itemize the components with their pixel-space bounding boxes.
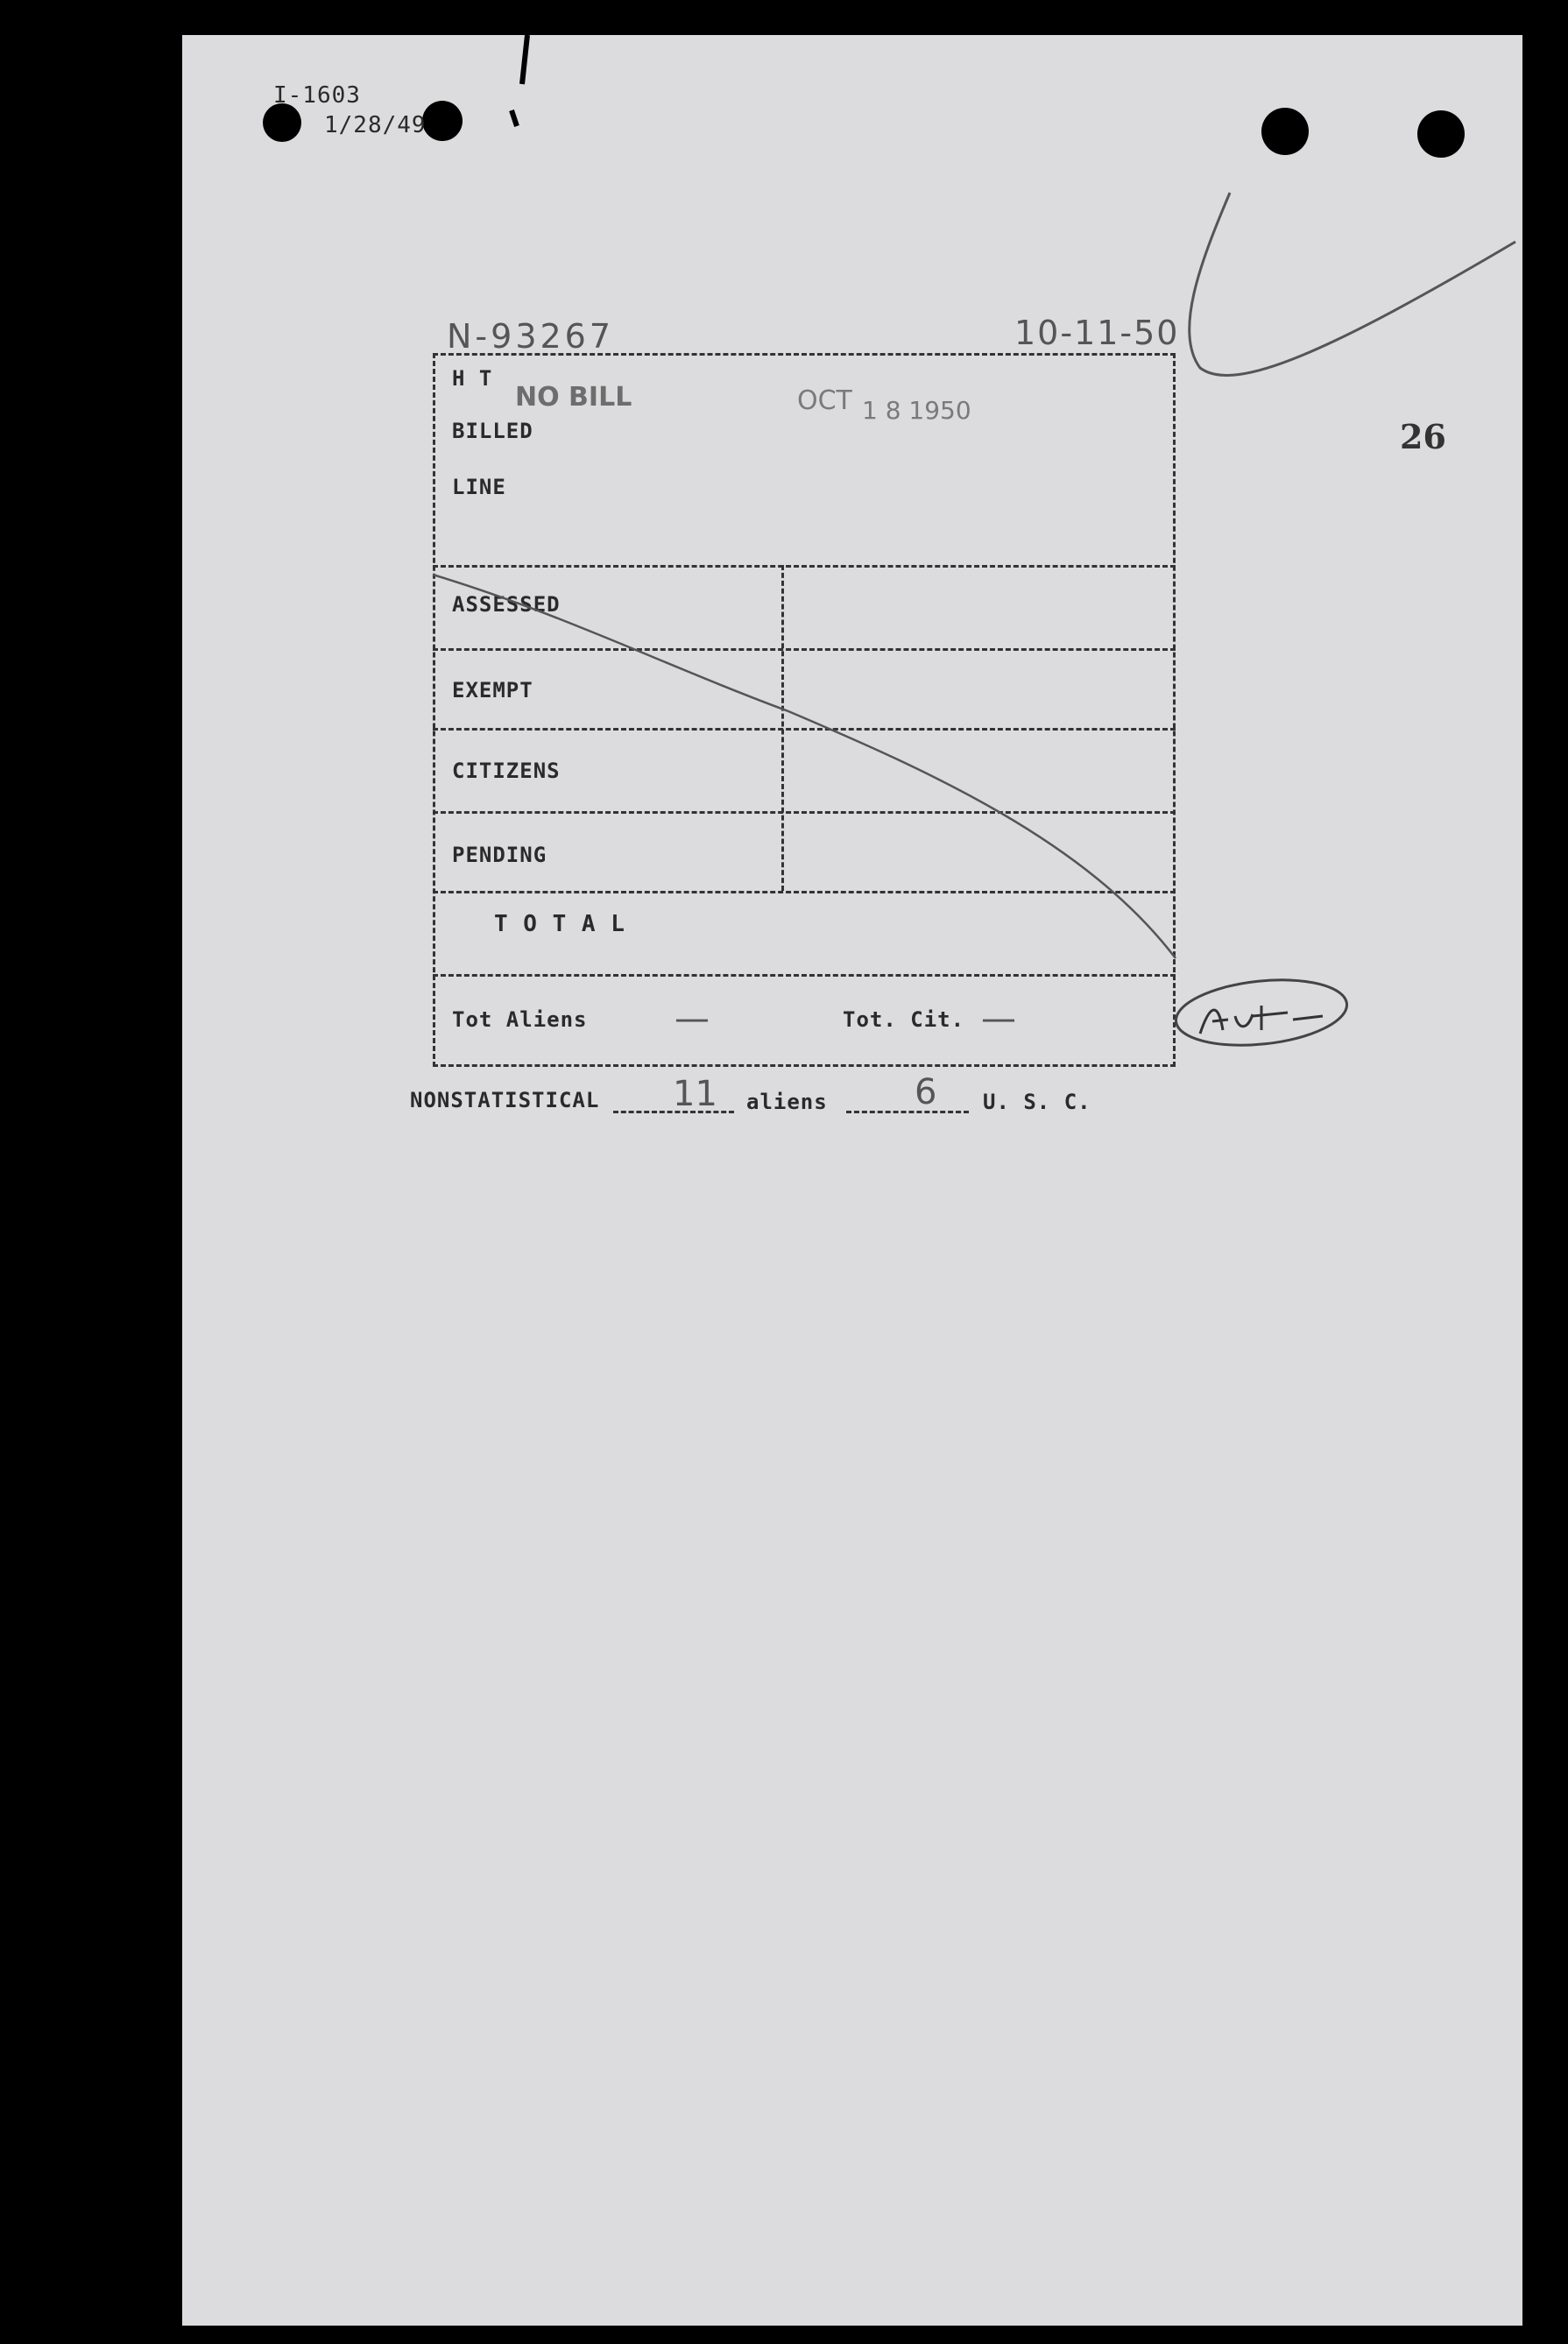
tot-cit-value: —: [981, 999, 1016, 1039]
page-number: 26: [1400, 417, 1446, 456]
date-stamp-month: OCT: [797, 385, 852, 416]
aliens-count: 11: [673, 1074, 717, 1114]
date-stamp-day-year: 1 8 1950: [862, 396, 971, 425]
total-label: T O T A L: [494, 911, 625, 937]
ht-label: H T: [452, 366, 493, 391]
file-number: N-93267: [447, 317, 615, 356]
initials-signature: [1200, 1006, 1323, 1034]
check-mark: [1190, 193, 1515, 375]
usc-label: U. S. C.: [983, 1090, 1091, 1114]
row-label-pending: PENDING: [452, 843, 547, 867]
row-label-exempt: EXEMPT: [452, 678, 533, 702]
row-label-citizens: CITIZENS: [452, 759, 561, 783]
tot-aliens-value: —: [675, 999, 710, 1039]
row-label-assessed: ASSESSED: [452, 592, 561, 617]
pen-tick-mark: [522, 35, 527, 84]
tot-cit-label: Tot. Cit.: [843, 1007, 965, 1032]
handwritten-date: 10-11-50: [1014, 314, 1180, 352]
form-number: I-1603: [273, 82, 361, 109]
billed-label: BILLED: [452, 419, 533, 443]
nonstatistical-label: NONSTATISTICAL: [410, 1088, 600, 1112]
line-label: LINE: [452, 475, 506, 499]
usc-count: 6: [915, 1072, 937, 1112]
aliens-label: aliens: [746, 1090, 828, 1114]
pen-mark: [512, 110, 517, 126]
cancel-line: [433, 575, 1176, 958]
tot-aliens-label: Tot Aliens: [452, 1007, 588, 1032]
no-bill-stamp: NO BILL: [515, 382, 632, 413]
form-date: 1/28/49: [324, 112, 427, 138]
